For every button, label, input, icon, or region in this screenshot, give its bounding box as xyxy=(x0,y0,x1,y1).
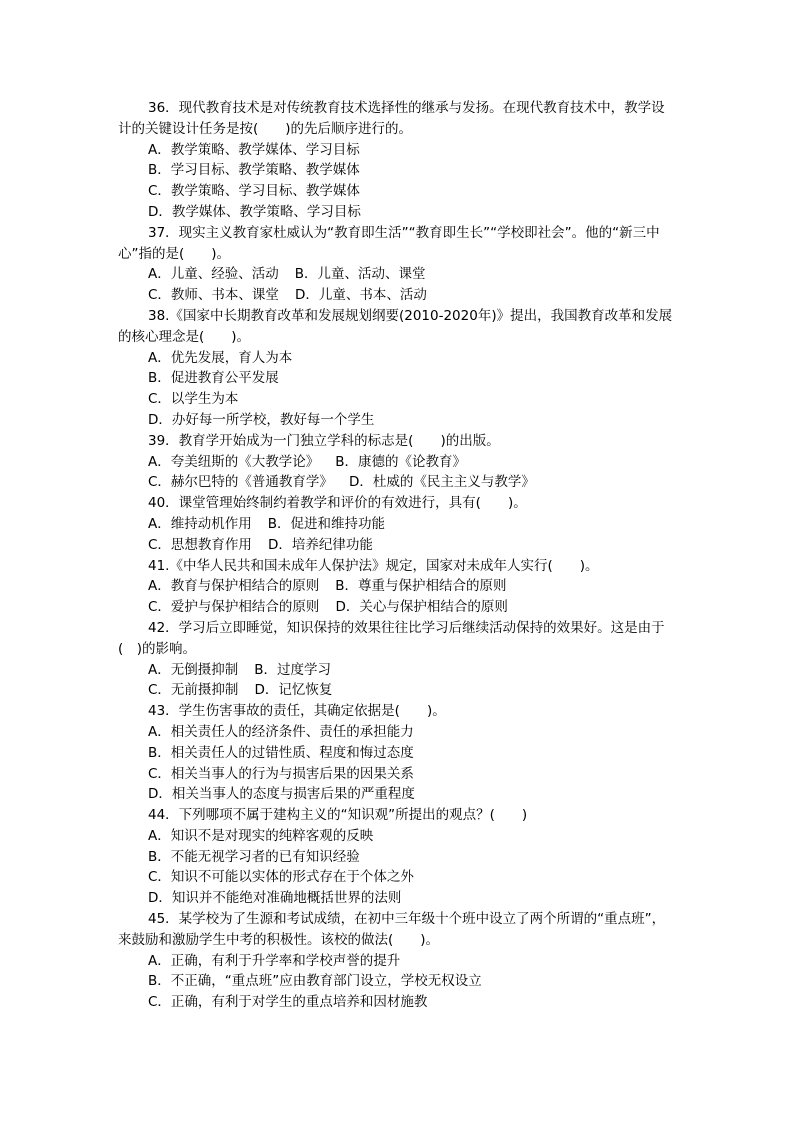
question-stem: 40．课堂管理始终制约着教学和评价的有效进行，具有( )。 xyxy=(148,495,527,512)
option-line xyxy=(118,764,678,785)
answer-option: A．正确，有利于升学率和学校声誉的提升 xyxy=(148,952,401,969)
option-line xyxy=(118,847,678,868)
question-block xyxy=(118,493,678,555)
answer-option: D．教学媒体、教学策略、学习目标 xyxy=(148,203,361,220)
question-block xyxy=(118,223,678,306)
answer-option: A．维持动机作用 xyxy=(148,515,252,532)
answer-option: D．培养纪律功能 xyxy=(267,536,373,553)
answer-option: B．不正确，“重点班”应由教育部门设立，学校无权设立 xyxy=(148,973,482,990)
answer-option: B．相关责任人的过错性质、程度和悔过态度 xyxy=(148,744,414,761)
answer-option: A．夸美纽斯的《大教学论》 xyxy=(148,453,320,470)
answer-option: C．教学策略、学习目标、教学媒体 xyxy=(148,183,360,200)
question-block xyxy=(118,805,678,909)
answer-option: C．赫尔巴特的《普通教育学》 xyxy=(148,474,333,491)
answer-option: D．办好每一所学校，教好每一个学生 xyxy=(148,411,375,428)
option-line xyxy=(118,992,678,1013)
answer-option: A．教学策略、教学媒体、学习目标 xyxy=(148,141,360,158)
answer-option: C．以学生为本 xyxy=(148,391,239,408)
option-line xyxy=(118,368,678,389)
question-stem: 44．下列哪项不属于建构主义的“知识观”所提出的观点？( ) xyxy=(148,807,528,824)
option-line xyxy=(118,535,678,556)
answer-option: B．尊重与保护相结合的原则 xyxy=(335,578,507,595)
answer-option: A．相关责任人的经济条件、责任的承担能力 xyxy=(148,723,414,740)
answer-option: A．优先发展，育人为本 xyxy=(148,349,293,366)
option-line xyxy=(118,951,678,972)
option-line xyxy=(118,202,678,223)
question-stem: 38.《国家中长期教育改革和发展规划纲要(2010-2020年)》提出，我国教育改革和发展的核心理念是( )。 xyxy=(118,307,673,345)
answer-option: C．爱护与保护相结合的原则 xyxy=(148,599,320,616)
answer-option: D．儿童、书本、活动 xyxy=(294,287,427,304)
answer-option: C．相关当事人的行为与损害后果的因果关系 xyxy=(148,765,414,782)
option-line xyxy=(118,140,678,161)
answer-option: D．知识并不能绝对准确地概括世界的法则 xyxy=(148,890,402,907)
option-line xyxy=(118,867,678,888)
option-line xyxy=(118,285,678,306)
option-line xyxy=(118,888,678,909)
question-block xyxy=(118,909,678,1013)
question-block xyxy=(118,306,678,431)
question-stem: 42．学习后立即睡觉，知识保持的效果往往比学习后继续活动保持的效果好。这是由于( )的影响。 xyxy=(118,619,665,657)
answer-option: B．过度学习 xyxy=(254,661,332,678)
answer-option: B．不能无视学习者的已有知识经验 xyxy=(148,848,360,865)
option-line xyxy=(118,514,678,535)
answer-option: A．无倒摄抑制 xyxy=(148,661,239,678)
answer-option: B．促进和维持功能 xyxy=(267,515,386,532)
question-list xyxy=(118,98,678,1013)
option-line xyxy=(118,743,678,764)
option-line xyxy=(118,784,678,805)
option-line xyxy=(118,576,678,597)
option-line xyxy=(118,410,678,431)
question-block xyxy=(118,556,678,618)
question-block xyxy=(118,618,678,701)
option-line xyxy=(118,597,678,618)
question-stem: 45．某学校为了生源和考试成绩，在初中三年级十个班中设立了两个所谓的“重点班”，来鼓励和激励学生中考的积极性。该校的做法( )。 xyxy=(118,911,666,948)
question-block xyxy=(118,98,678,223)
question-stem: 41.《中华人民共和国未成年人保护法》规定，国家对未成年人实行( )。 xyxy=(148,557,599,574)
answer-option: C．知识不可能以实体的形式存在于个体之外 xyxy=(148,869,414,886)
answer-option: A．教育与保护相结合的原则 xyxy=(148,578,320,595)
answer-option: D．记忆恢复 xyxy=(254,682,333,699)
answer-option: A．知识不是对现实的纯粹客观的反映 xyxy=(148,827,374,844)
answer-option: D．关心与保护相结合的原则 xyxy=(335,599,508,616)
answer-option: B．儿童、活动、课堂 xyxy=(294,266,426,283)
option-line xyxy=(118,660,678,681)
option-line xyxy=(118,452,678,473)
question-stem: 39．教育学开始成为一门独立学科的标志是( )的出版。 xyxy=(148,432,500,449)
option-line xyxy=(118,722,678,743)
answer-option: C．正确，有利于对学生的重点培养和因材施教 xyxy=(148,994,428,1011)
answer-option: D．杜威的《民主主义与教学》 xyxy=(348,474,535,491)
option-line xyxy=(118,348,678,369)
option-line xyxy=(118,826,678,847)
option-line xyxy=(118,389,678,410)
question-stem: 43．学生伤害事故的责任，其确定依据是( )。 xyxy=(148,703,446,720)
answer-option: B．促进教育公平发展 xyxy=(148,370,279,387)
answer-option: A．儿童、经验、活动 xyxy=(148,266,279,283)
question-stem: 36．现代教育技术是对传统教育技术选择性的继承与发扬。在现代教育技术中，教学设计的关键设计任务是按( )的先后顺序进行的。 xyxy=(118,100,665,137)
question-block xyxy=(118,701,678,805)
option-line xyxy=(118,264,678,285)
option-line xyxy=(118,472,678,493)
answer-option: C．教师、书本、课堂 xyxy=(148,287,279,304)
answer-option: D．相关当事人的态度与损害后果的严重程度 xyxy=(148,786,415,803)
answer-option: C．无前摄抑制 xyxy=(148,682,239,699)
answer-option: C．思想教育作用 xyxy=(148,536,252,553)
question-block xyxy=(118,431,678,493)
option-line xyxy=(118,181,678,202)
answer-option: B．学习目标、教学策略、教学媒体 xyxy=(148,162,360,179)
answer-option: B．康德的《论教育》 xyxy=(335,453,467,470)
question-stem: 37．现实主义教育家杜威认为“教育即生活”“教育即生长”“学校即社会”。他的“新三中心”指的是( )。 xyxy=(118,224,660,262)
option-line xyxy=(118,160,678,181)
option-line xyxy=(118,680,678,701)
option-line xyxy=(118,971,678,992)
